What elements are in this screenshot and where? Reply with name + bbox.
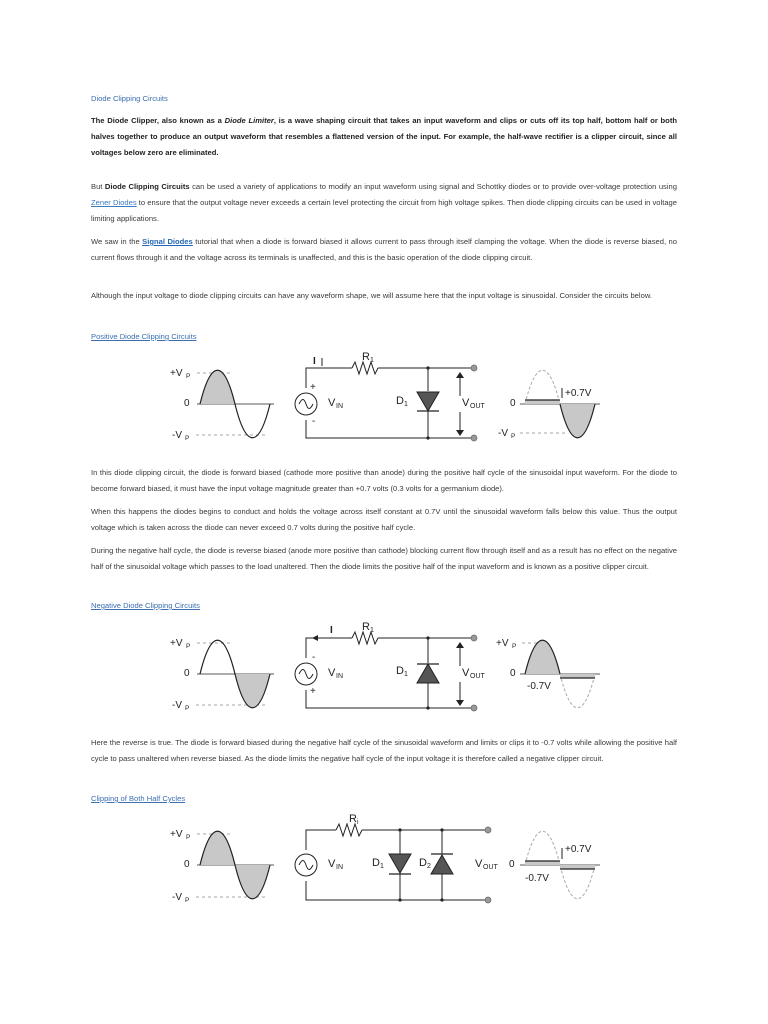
svg-text:R: R <box>349 813 357 825</box>
svg-text:+: + <box>310 382 316 393</box>
svg-text:0: 0 <box>184 668 190 679</box>
paragraph-signal-diodes: We saw in the Signal Diodes tutorial that when a diode is forward biased it allows current to pass through itself clamping the voltage. When the diode is reverse biased, no current flows through it and the voltage across its terminals is unaffected, and this is the basic operation of the diode clipping circuit. <box>91 237 678 262</box>
svg-text:+V: +V <box>170 368 183 379</box>
input-waveform <box>170 368 274 442</box>
svg-text:1: 1 <box>370 357 374 364</box>
svg-text:V: V <box>475 858 483 870</box>
svg-text:V: V <box>328 858 336 870</box>
svg-text:+V: +V <box>496 638 509 649</box>
current-label: I <box>313 356 316 367</box>
svg-text:V: V <box>328 397 336 409</box>
svg-text:0: 0 <box>184 859 190 870</box>
svg-text:P: P <box>186 373 191 380</box>
svg-text:-: - <box>312 416 316 427</box>
input-waveform <box>170 638 274 712</box>
svg-text:R: R <box>362 351 370 363</box>
svg-text:P: P <box>186 643 191 650</box>
svg-text:0: 0 <box>510 398 516 409</box>
paragraph-conduction: When this happens the diodes begins to conduct and holds the voltage across itself constant at 0.7V until the sinusoidal waveform falls below this value. Thus the output voltage which is taken across the diode can never exceed 0.7 volts during the positive half cycle. <box>91 507 677 532</box>
svg-text:P: P <box>185 897 190 904</box>
both-clipper-diagram <box>0 810 768 910</box>
svg-text:IN: IN <box>336 403 343 410</box>
svg-text:P: P <box>512 643 517 650</box>
svg-text:D: D <box>372 857 380 869</box>
paragraph-reverse-true: Here the reverse is true. The diode is forward biased during the negative half cycle of the sinusoidal waveform and limits or clips it to -0.7 volts while allowing the positive half cycle to pass unaltered when reverse biased. As the diode limits the negative half cycle of the input voltage it is therefore called a negative clipper circuit. <box>91 738 677 763</box>
svg-text:-V: -V <box>498 428 508 439</box>
svg-text:V: V <box>462 667 470 679</box>
svg-text:-0.7V: -0.7V <box>527 681 551 692</box>
paragraph-waveform: Although the input voltage to diode clipping circuits can have any waveform shape, we will assume here that the input voltage is sinusoidal. Consider the circuits below. <box>91 291 652 300</box>
svg-text:R: R <box>362 621 370 633</box>
svg-text:1: 1 <box>370 627 374 634</box>
output-waveform <box>498 370 600 440</box>
svg-text:0: 0 <box>510 668 516 679</box>
svg-text:+V: +V <box>170 829 183 840</box>
paragraph-applications: But Diode Clipping Circuits can be used a variety of applications to modify an input waveform using signal and Schottky diodes or to provide over-voltage protection using Zener Diodes to ensure that the output voltage never exceeds a certain level protecting the circuit from high voltage spikes. Then diode clipping circuits can be used in voltage limiting applications. <box>91 182 677 223</box>
svg-text:1: 1 <box>380 863 384 870</box>
svg-text:2: 2 <box>427 863 431 870</box>
intro-paragraph: The Diode Clipper, also known as a Diode Limiter, is a wave shaping circuit that takes an input waveform and clips or cuts off its top half, bottom half or both halves together to produce an output waveform that resembles a flattened version of the input. For example, the half-wave rectifier is a clipper circuit, since all voltages below zero are eliminated. <box>91 116 677 157</box>
svg-text:P: P <box>511 433 516 440</box>
svg-text:V: V <box>328 667 336 679</box>
svg-text:-: - <box>312 652 316 663</box>
svg-text:0: 0 <box>184 398 190 409</box>
svg-text:-V: -V <box>172 700 182 711</box>
current-label: I <box>330 625 333 636</box>
svg-text:IN: IN <box>336 673 343 680</box>
page-title: Diode Clipping Circuits <box>91 94 168 103</box>
zener-diodes-link[interactable]: Zener Diodes <box>91 198 137 207</box>
svg-text:0: 0 <box>509 859 515 870</box>
svg-text:-V: -V <box>172 430 182 441</box>
negative-clipper-circuit <box>295 632 474 708</box>
svg-text:OUT: OUT <box>483 864 498 871</box>
paragraph-negative-half: During the negative half cycle, the diode is reverse biased (anode more positive than cathode) blocking current flow through itself and as a result has no effect on the negative half of the sinusoidal voltage which passes to the load unaltered. Then the diode limits the positive half of the input waveform and is known as a positive clipper circuit. <box>91 546 677 571</box>
heading-positive-clipping[interactable]: Positive Diode Clipping Circuits <box>91 332 197 341</box>
svg-text:P: P <box>185 705 190 712</box>
svg-text:D: D <box>419 857 427 869</box>
both-clipper-circuit <box>295 824 488 900</box>
input-waveform <box>170 829 274 904</box>
svg-text:+: + <box>310 686 316 697</box>
svg-text:1: 1 <box>404 671 408 678</box>
svg-text:P: P <box>185 435 190 442</box>
positive-clipper-diagram <box>0 348 768 448</box>
positive-clipper-circuit <box>295 362 474 438</box>
paragraph-forward-biased: In this diode clipping circuit, the diode is forward biased (cathode more positive than anode) during the positive half cycle of the sinusoidal input waveform. For the diode to become forward biased, it must have the input voltage magnitude greater than +0.7 volts (0.3 volts for a germanium diode). <box>91 468 677 493</box>
signal-diodes-link[interactable]: Signal Diodes <box>142 237 193 246</box>
svg-text:OUT: OUT <box>470 403 485 410</box>
svg-text:V: V <box>462 397 470 409</box>
heading-both-clipping[interactable]: Clipping of Both Half Cycles <box>91 794 186 803</box>
svg-text:D: D <box>396 665 404 677</box>
output-waveform <box>496 638 600 708</box>
svg-text:D: D <box>396 395 404 407</box>
svg-text:-V: -V <box>172 892 182 903</box>
negative-clipper-diagram <box>0 616 768 716</box>
svg-text:P: P <box>186 834 191 841</box>
svg-text:+V: +V <box>170 638 183 649</box>
svg-text:-0.7V: -0.7V <box>525 873 549 884</box>
svg-text:+0.7V: +0.7V <box>565 388 592 399</box>
svg-text:OUT: OUT <box>470 673 485 680</box>
svg-text:IN: IN <box>336 864 343 871</box>
heading-negative-clipping[interactable]: Negative Diode Clipping Circuits <box>91 601 200 610</box>
svg-text:i: i <box>357 819 359 826</box>
output-waveform <box>509 831 600 899</box>
svg-text:+0.7V: +0.7V <box>565 844 592 855</box>
svg-text:1: 1 <box>404 401 408 408</box>
